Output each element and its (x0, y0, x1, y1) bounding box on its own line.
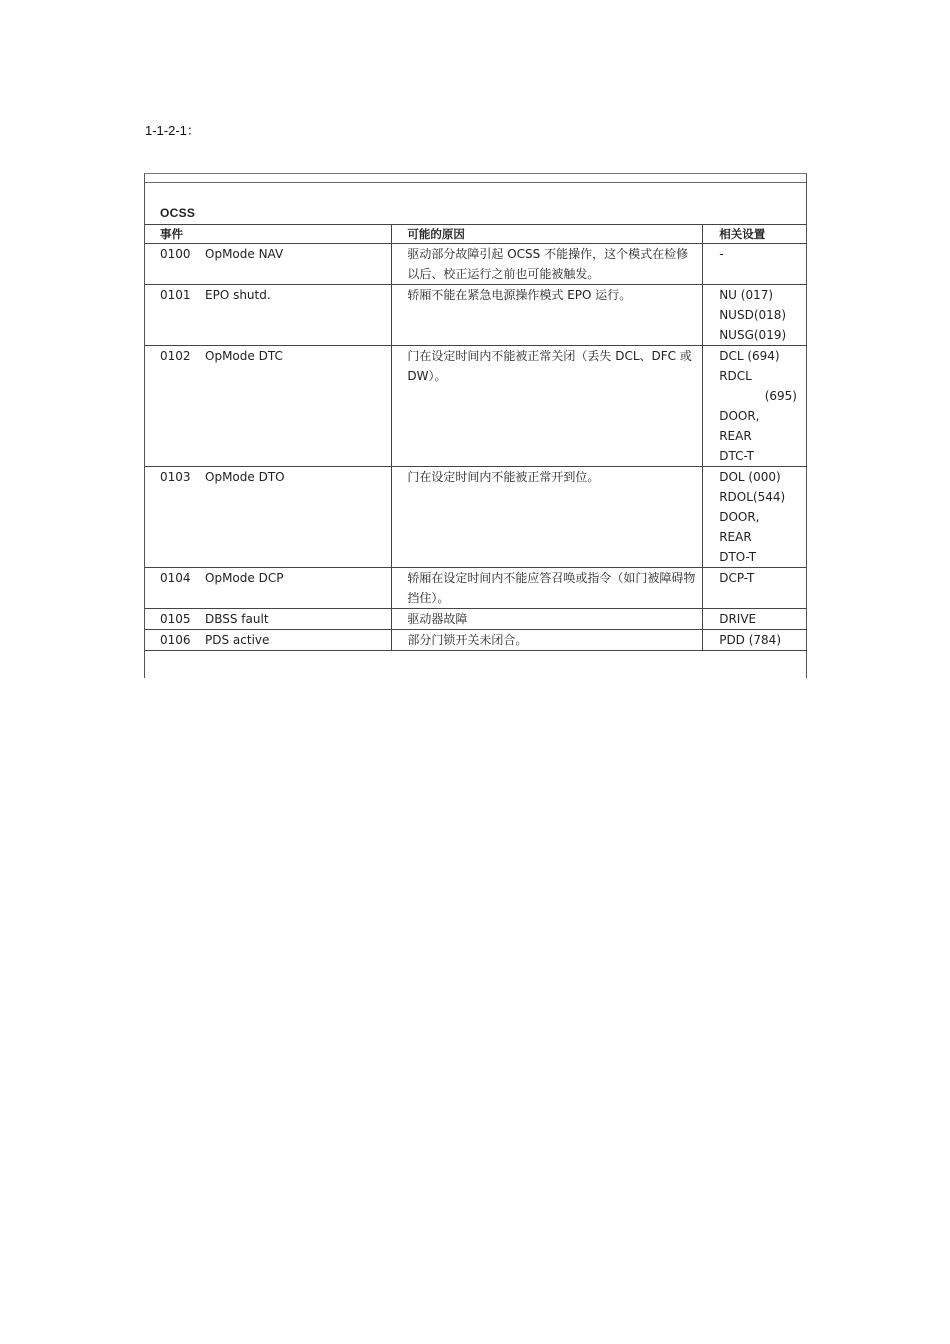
setting-value: REAR (719, 530, 752, 544)
spacer-cell (145, 651, 807, 674)
table-title: OCSS (160, 206, 196, 220)
setting-value: DCL (694) (719, 349, 780, 363)
setting-value: NUSG(019) (719, 328, 787, 342)
event-name: OpMode NAV (205, 247, 284, 261)
event-code: 0103 (160, 470, 191, 484)
table-spacer-row (145, 651, 807, 674)
event-code: 0100 (160, 247, 191, 261)
event-cell (145, 630, 392, 651)
setting-value: DOOR, (719, 409, 760, 423)
table-row (145, 346, 807, 467)
header-row (145, 225, 807, 244)
event-name: OpMode DCP (205, 571, 284, 585)
setting-value: RDOL(544) (719, 490, 786, 504)
table-frame (144, 173, 807, 678)
event-code: 0105 (160, 612, 191, 626)
event-code: 0101 (160, 288, 191, 302)
event-cell (145, 346, 392, 467)
column-header-event: 事件 (145, 225, 392, 244)
table-row (145, 285, 807, 346)
frame-top-rule (145, 182, 806, 183)
event-code: 0104 (160, 571, 191, 585)
settings-cell (703, 467, 807, 568)
setting-value: DOL (000) (719, 470, 781, 484)
column-header-settings: 相关设置 (703, 225, 807, 244)
setting-value: DTO-T (719, 550, 757, 564)
table-row (145, 630, 807, 651)
event-cell (145, 467, 392, 568)
events-table (145, 224, 807, 673)
event-cell (145, 244, 392, 285)
setting-value: DOOR, (719, 510, 760, 524)
event-code: 0106 (160, 633, 191, 647)
table-row (145, 568, 807, 609)
setting-value: NUSD(018) (719, 308, 787, 322)
setting-value: REAR (719, 429, 752, 443)
cause-cell: 驱动器故障 (392, 609, 703, 630)
cause-cell: 轿厢不能在紧急电源操作模式 EPO 运行。 (392, 285, 703, 346)
setting-value: DCP-T (719, 571, 755, 585)
event-cell (145, 568, 392, 609)
event-cell (145, 285, 392, 346)
event-name: EPO shutd. (205, 288, 271, 302)
setting-value: PDD (784) (719, 633, 782, 647)
event-name: OpMode DTC (205, 349, 283, 363)
table-row (145, 609, 807, 630)
setting-value: - (719, 247, 724, 261)
setting-value: (695) (764, 389, 797, 403)
event-name: DBSS fault (205, 612, 269, 626)
table-row (145, 244, 807, 285)
cause-cell: 轿厢在设定时间内不能应答召唤或指令（如门被障碍物挡住）。 (392, 568, 703, 609)
settings-cell (703, 609, 807, 630)
event-name: PDS active (205, 633, 270, 647)
settings-cell (703, 346, 807, 467)
settings-cell (703, 244, 807, 285)
event-name: OpMode DTO (205, 470, 285, 484)
setting-value: DTC-T (719, 449, 755, 463)
cause-cell: 门在设定时间内不能被正常开到位。 (392, 467, 703, 568)
event-cell (145, 609, 392, 630)
settings-cell (703, 630, 807, 651)
setting-value: NU (017) (719, 288, 774, 302)
cause-cell: 驱动部分故障引起 OCSS 不能操作，这个模式在检修以后、校正运行之前也可能被触发。 (392, 244, 703, 285)
column-header-cause: 可能的原因 (392, 225, 703, 244)
event-code: 0102 (160, 349, 191, 363)
table-row (145, 467, 807, 568)
cause-cell: 门在设定时间内不能被正常关闭（丢失 DCL、DFC 或 DW）。 (392, 346, 703, 467)
settings-cell (703, 568, 807, 609)
setting-value: RDCL (719, 369, 752, 383)
section-heading: 1-1-2-1： (145, 123, 200, 138)
cause-cell: 部分门锁开关未闭合。 (392, 630, 703, 651)
settings-cell (703, 285, 807, 346)
setting-value: DRIVE (719, 612, 757, 626)
table-body (145, 244, 807, 674)
